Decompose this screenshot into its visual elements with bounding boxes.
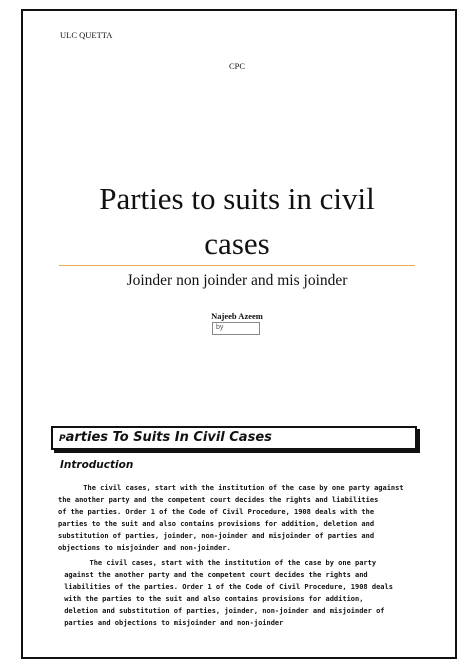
header-org: ULC QUETTA [60,30,113,40]
paragraph-1 [58,482,404,554]
paragraph-line: with the parties to the suit and also contains provisions for addition, [60,595,364,603]
section-heading-initial: P [59,434,66,444]
title-line-2: cases [204,226,270,261]
by-field[interactable]: by [212,322,260,335]
section-heading-text: arties To Suits In Civil Cases [65,430,272,445]
paragraph-line: substitution of parties, joinder, non-joinder and misjoinder of parties and [58,532,375,540]
paragraph-line: deletion and substitution of parties, joinder, non-joinder and misjoinder of [60,607,385,615]
document-subtitle: Joinder non joinder and mis joinder [126,272,348,289]
document-title [40,176,434,266]
paragraph-line: against the another party and the competent court decides the rights and [60,571,368,579]
paragraph-line: the another party and the competent court decides the rights and liabilities [58,496,379,504]
introduction-heading: Introduction [60,459,134,471]
paragraph-line: The civil cases, start with the institution of the case by one party [60,559,377,567]
title-divider [59,265,415,266]
paragraph-line: parties to the suit and also contains provisions for addition, deletion and [58,520,375,528]
section-heading-box [51,426,417,450]
paragraph-line: The civil cases, start with the institution of the case by one party against [58,484,404,492]
paragraph-line: objections to misjoinder and non-joinder. [58,544,231,552]
paragraph-line: of the parties. Order 1 of the Code of Civil Procedure, 1908 deals with the [58,508,375,516]
header-subject: CPC [228,61,246,71]
paragraph-line: parties and objections to misjoinder and non-joinder [60,619,284,627]
author-name: Najeeb Azeem [211,311,263,321]
title-line-1: Parties to suits in civil [99,181,375,216]
paragraph-2 [60,557,393,629]
paragraph-line: liabilities of the parties. Order 1 of the Code of Civil Procedure, 1908 deals [60,583,393,591]
